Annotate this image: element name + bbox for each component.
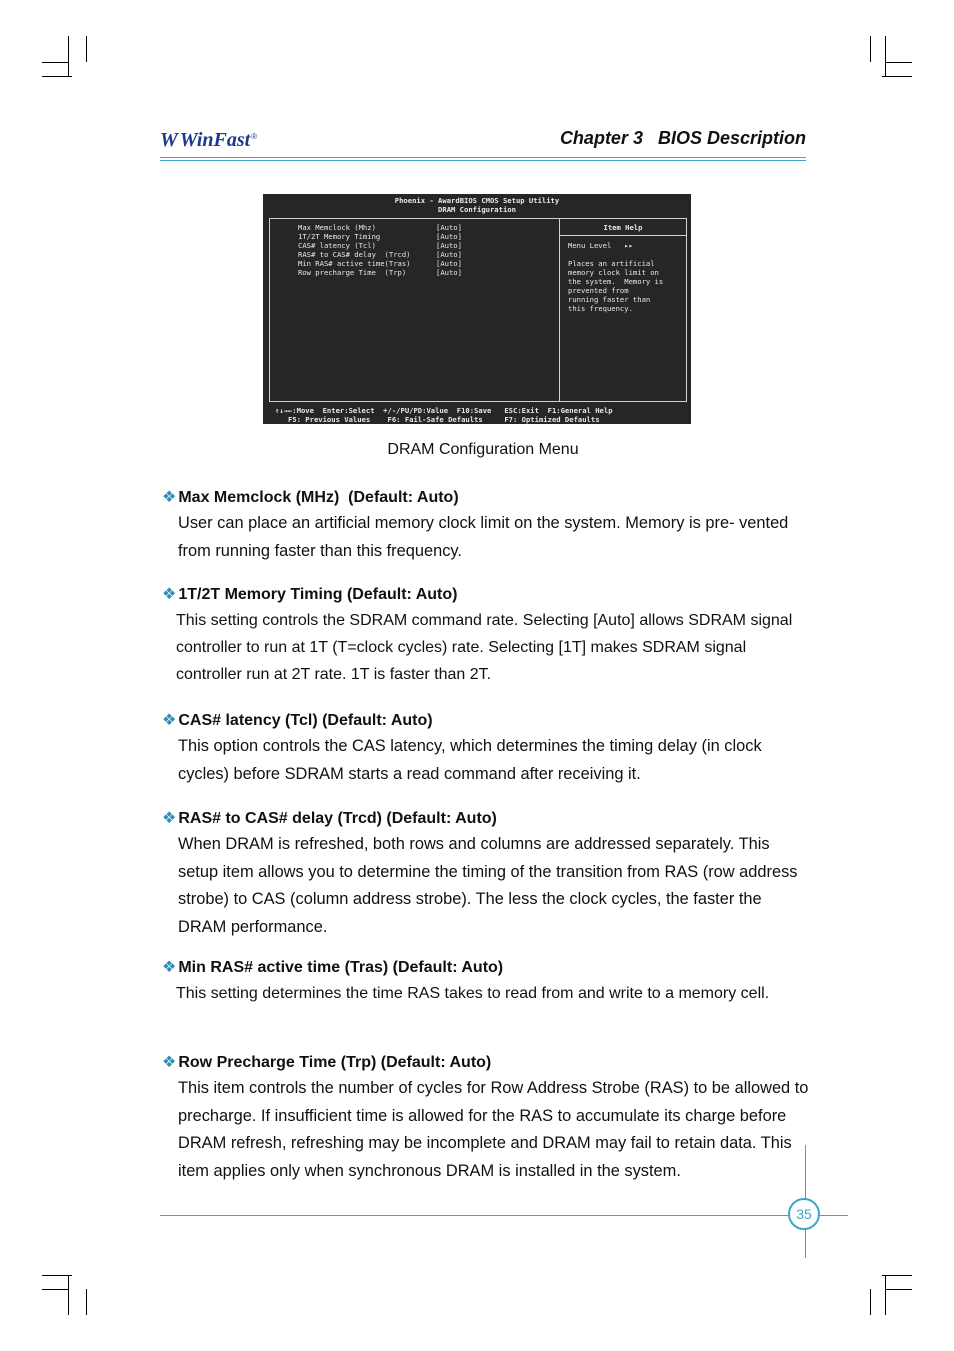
logo-mark: W bbox=[160, 128, 178, 151]
section-title-text: CAS# latency (Tcl) (Default: Auto) bbox=[178, 712, 433, 729]
bios-subtitle: DRAM Configuration bbox=[438, 205, 516, 214]
crop-mark bbox=[882, 76, 912, 77]
section-title bbox=[162, 957, 503, 977]
bios-item-value: [Auto] bbox=[436, 232, 462, 241]
bios-item[interactable] bbox=[298, 232, 462, 241]
crop-mark bbox=[68, 36, 69, 76]
bios-item[interactable] bbox=[298, 259, 462, 268]
bios-item[interactable] bbox=[298, 268, 462, 277]
crop-mark bbox=[86, 36, 87, 62]
section-body: User can place an artificial memory clock limit on the system. Memory is pre- vented from running faster than this frequency. bbox=[178, 514, 789, 560]
bios-footer-keys: F5: Previous Values F6: Fail-Safe Defaults F7: Optimized Defaults bbox=[275, 415, 600, 424]
bios-help-text: the system. Memory is bbox=[568, 277, 664, 286]
header-rule bbox=[160, 157, 806, 158]
section-title bbox=[162, 487, 459, 507]
crop-mark bbox=[870, 1289, 871, 1315]
logo-text: WinFast bbox=[179, 128, 251, 151]
section-title bbox=[162, 584, 457, 604]
section-title-text: RAS# to CAS# delay (Trcd) (Default: Auto) bbox=[178, 810, 497, 827]
section-title-text: Row Precharge Time (Trp) (Default: Auto) bbox=[178, 1054, 492, 1071]
crop-mark bbox=[870, 36, 871, 62]
bios-footer-keys: ↑↓→←:Move Enter:Select +/-/PU/PD:Value F10:Save ESC:Exit F1:General Help bbox=[275, 406, 613, 415]
bios-divider bbox=[559, 219, 560, 401]
bios-help-rule bbox=[560, 235, 686, 236]
bios-help-text: this frequency. bbox=[568, 304, 633, 313]
bios-item-value: [Auto] bbox=[436, 259, 462, 268]
section-title bbox=[162, 808, 497, 828]
section-title-text: 1T/2T Memory Timing (Default: Auto) bbox=[178, 586, 458, 603]
bios-item[interactable] bbox=[298, 250, 462, 259]
bios-title: Phoenix - AwardBIOS CMOS Setup Utility bbox=[394, 196, 560, 205]
bios-help-title: Item Help bbox=[603, 223, 643, 232]
bios-help-text: prevented from bbox=[568, 286, 629, 295]
crop-mark bbox=[886, 1289, 912, 1290]
figure-caption: DRAM Configuration Menu bbox=[387, 441, 579, 458]
chapter-heading: Chapter 3 BIOS Description bbox=[559, 128, 806, 148]
footer-rule bbox=[160, 1215, 848, 1216]
diamond-bullet-icon: ❖ bbox=[162, 810, 177, 827]
section-body: This item controls the number of cycles for Row Address Strobe (RAS) to be allowed to precharge. If insufficient time is allowed for the RAS to accumulate its charge before DRAM refresh, refreshing may be incomplete and DRAM may fail to retain data. This item applies only when synchronous DRAM is installed in the system. bbox=[178, 1079, 809, 1180]
diamond-bullet-icon: ❖ bbox=[162, 712, 177, 729]
winfast-logo bbox=[160, 126, 257, 154]
section-body: When DRAM is refreshed, both rows and columns are addressed separately. This setup item allows you to determine the timing of the transition from RAS (row address strobe) to CAS (column address strobe). The less the clock cycles, the faster the DRAM performance. bbox=[178, 835, 798, 936]
diamond-bullet-icon: ❖ bbox=[162, 1054, 177, 1071]
crop-mark bbox=[42, 1289, 68, 1290]
bios-screenshot bbox=[263, 194, 691, 424]
bios-help-text: Menu Level ▸▸ bbox=[568, 241, 633, 250]
bios-help-text: running faster than bbox=[568, 295, 651, 304]
bios-item-value: [Auto] bbox=[436, 241, 462, 250]
section-title bbox=[162, 710, 433, 730]
bios-item-label: CAS# latency (Tcl) bbox=[298, 241, 376, 250]
crop-mark bbox=[42, 1275, 72, 1276]
bios-frame bbox=[269, 218, 687, 402]
crop-mark bbox=[42, 62, 68, 63]
bios-help-text: Places an artificial bbox=[568, 259, 655, 268]
bios-item[interactable] bbox=[298, 241, 462, 250]
crop-mark bbox=[86, 1289, 87, 1315]
crop-mark bbox=[882, 1275, 912, 1276]
bios-item-value: [Auto] bbox=[436, 223, 462, 232]
logo-registered: ® bbox=[251, 132, 258, 141]
crop-mark bbox=[885, 36, 886, 76]
bios-item-label: RAS# to CAS# delay (Trcd) bbox=[298, 250, 411, 259]
bios-item-label: 1T/2T Memory Timing bbox=[298, 232, 381, 241]
diamond-bullet-icon: ❖ bbox=[162, 959, 177, 976]
bios-item-label: Row precharge Time (Trp) bbox=[298, 268, 407, 277]
section-body: This option controls the CAS latency, which determines the timing delay (in clock cycles) before SDRAM starts a read command after receiving it. bbox=[178, 737, 762, 783]
section-title-text: Min RAS# active time (Tras) (Default: Auto) bbox=[178, 959, 504, 976]
section-body: This setting determines the time RAS takes to read from and write to a memory cell. bbox=[176, 985, 770, 1002]
section-title bbox=[162, 1052, 491, 1072]
crop-mark bbox=[42, 76, 72, 77]
diamond-bullet-icon: ❖ bbox=[162, 489, 177, 506]
bios-item-label: Min RAS# active time(Tras) bbox=[298, 259, 411, 268]
bios-item-value: [Auto] bbox=[436, 250, 462, 259]
crop-mark bbox=[68, 1275, 69, 1315]
bios-item[interactable] bbox=[298, 223, 462, 232]
bios-help-text: memory clock limit on bbox=[568, 268, 659, 277]
crop-mark bbox=[885, 1275, 886, 1315]
crop-mark bbox=[886, 62, 912, 63]
section-title-text: Max Memclock (MHz) (Default: Auto) bbox=[178, 489, 459, 506]
bios-item-value: [Auto] bbox=[436, 268, 462, 277]
header-rule bbox=[160, 160, 806, 161]
bios-item-label: Max Memclock (Mhz) bbox=[298, 223, 376, 232]
diamond-bullet-icon: ❖ bbox=[162, 586, 177, 603]
section-body: This setting controls the SDRAM command rate. Selecting [Auto] allows SDRAM signal controller to run at 1T (T=clock cycles) rate. Selecting [1T] makes SDRAM signal controller run at 2T rate. 1T is faster than 2T. bbox=[176, 612, 793, 683]
page-number: 35 bbox=[788, 1198, 820, 1230]
